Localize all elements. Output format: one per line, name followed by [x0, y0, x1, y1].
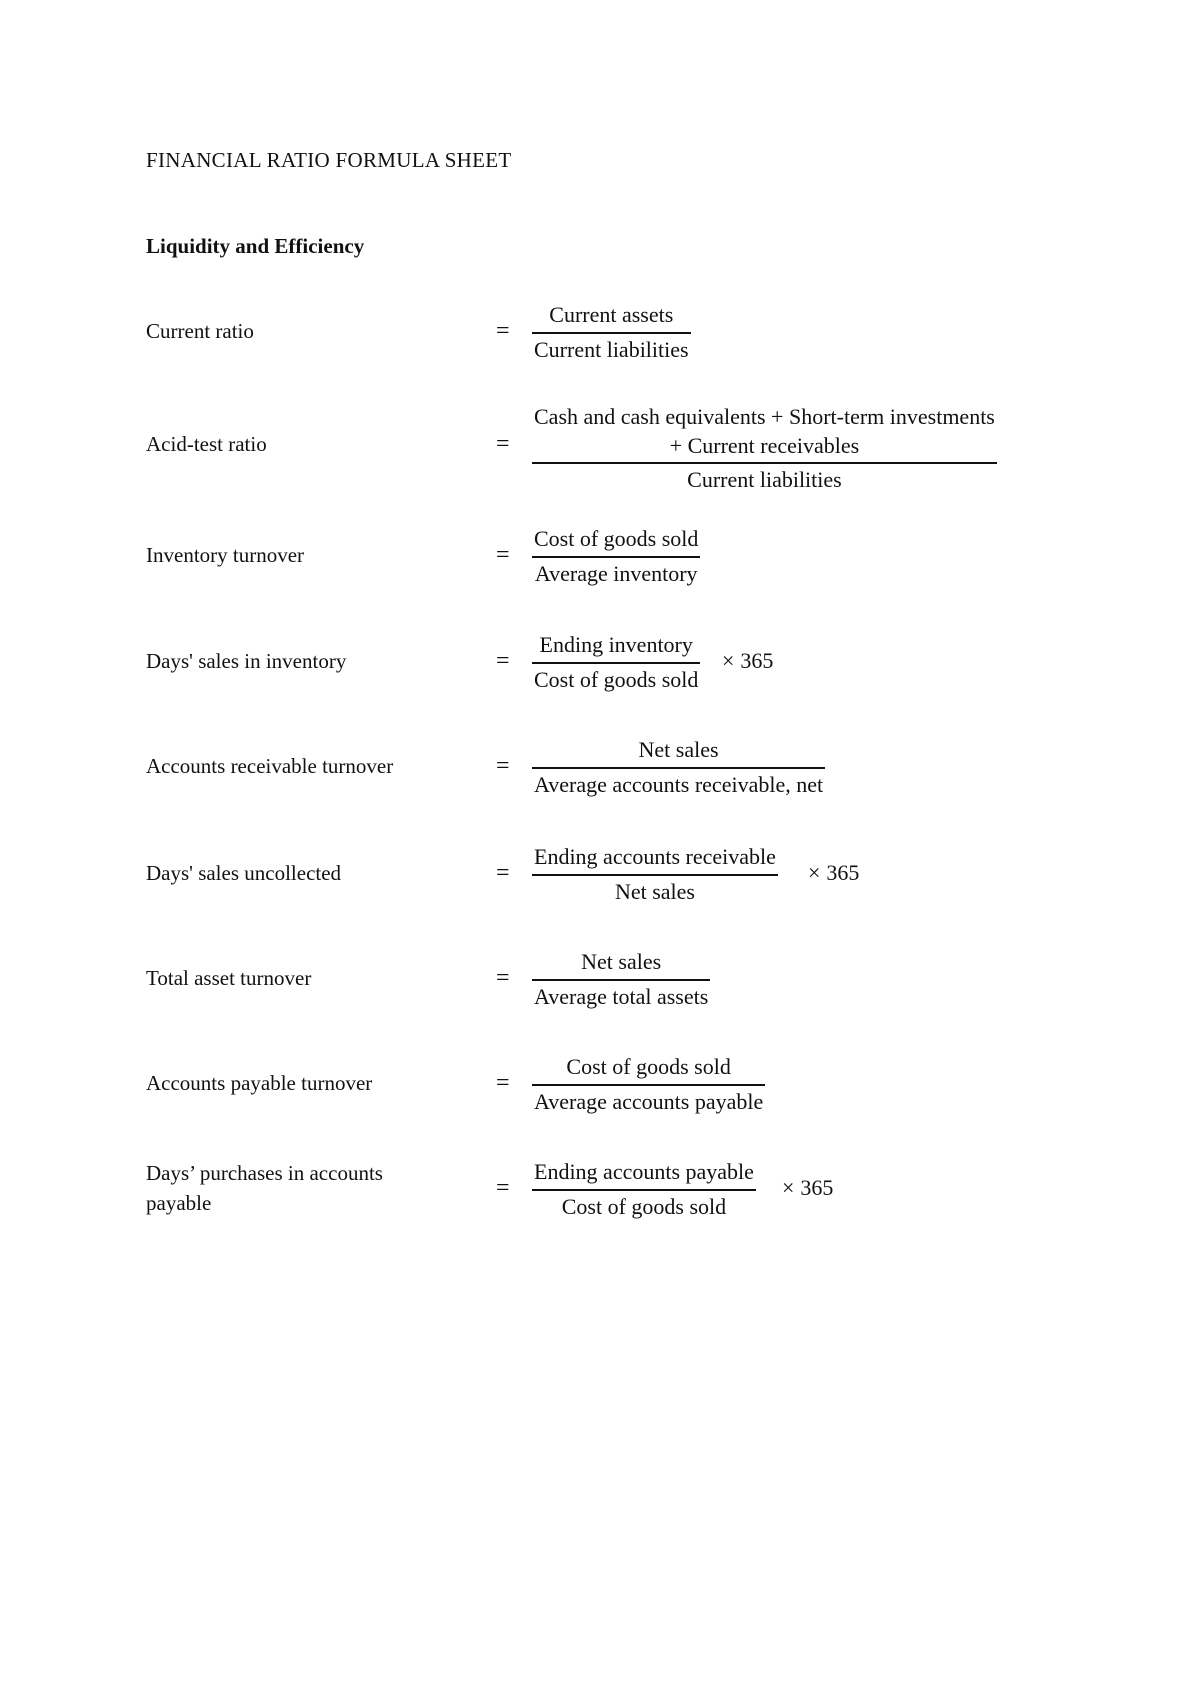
fraction-denominator: Average accounts payable [534, 1089, 764, 1114]
days-in-year: 365 [800, 1175, 834, 1200]
fraction-numerator: Net sales [638, 737, 719, 762]
fraction-numerator-continued: + Current receivables [669, 433, 860, 458]
ratio-fraction [532, 1052, 765, 1117]
ratio-fraction [532, 630, 700, 695]
fraction-numerator: Cash and cash equivalents + Short-term investments [534, 404, 995, 429]
equals-sign: = [496, 753, 510, 779]
fraction-bar [532, 767, 825, 769]
days-in-year: 365 [740, 648, 774, 673]
equals-sign: = [496, 648, 510, 674]
ratio-label: Total asset turnover [146, 966, 312, 990]
equals-sign: = [496, 542, 510, 568]
times-sign: × [722, 648, 735, 673]
fraction-bar [532, 874, 778, 876]
fraction-bar [532, 462, 997, 464]
ratio-label: Acid-test ratio [146, 432, 267, 456]
fraction-denominator: Net sales [614, 879, 695, 904]
equals-sign: = [496, 860, 510, 886]
ratio-fraction [532, 1157, 756, 1222]
ratio-label: Inventory turnover [146, 543, 305, 567]
fraction-denominator: Average accounts receivable, net [534, 772, 824, 797]
fraction-bar [532, 556, 700, 558]
fraction-bar [532, 1189, 756, 1191]
fraction-denominator: Average inventory [534, 561, 698, 586]
fraction-denominator: Cost of goods sold [534, 667, 699, 692]
ratio-label: Days' sales uncollected [146, 861, 342, 885]
fraction-bar [532, 1084, 765, 1086]
ratio-label: Days’ purchases in accounts payable [146, 1161, 383, 1215]
fraction-denominator: Current liabilities [534, 337, 689, 362]
fraction-denominator: Cost of goods sold [561, 1194, 727, 1219]
fraction-numerator: Cost of goods sold [566, 1054, 731, 1079]
document-title: FINANCIAL RATIO FORMULA SHEET [146, 148, 512, 172]
ratio-fraction [532, 735, 825, 800]
equals-sign: = [496, 1070, 510, 1096]
ratio-fraction [532, 524, 700, 589]
fraction-bar [532, 332, 691, 334]
equals-sign: = [496, 318, 510, 344]
ratio-fraction [532, 842, 778, 907]
equals-sign: = [496, 965, 510, 991]
days-in-year: 365 [826, 860, 860, 885]
equals-sign: = [496, 1175, 510, 1201]
ratio-fraction [532, 947, 710, 1012]
fraction-numerator: Net sales [581, 949, 662, 974]
ratio-label: Days' sales in inventory [146, 649, 347, 673]
ratio-label: Accounts payable turnover [146, 1071, 373, 1095]
fraction-bar [532, 662, 700, 664]
fraction-numerator: Ending accounts payable [534, 1159, 754, 1184]
ratio-label: Accounts receivable turnover [146, 754, 394, 778]
fraction-numerator: Cost of goods sold [534, 526, 699, 551]
times-sign: × [782, 1175, 795, 1200]
fraction-denominator: Current liabilities [687, 467, 842, 492]
section-heading: Liquidity and Efficiency [146, 234, 365, 258]
ratio-fraction [532, 300, 691, 365]
fraction-numerator: Ending accounts receivable [534, 844, 776, 869]
ratio-fraction [532, 402, 997, 495]
multiplier [722, 646, 773, 676]
fraction-denominator: Average total assets [534, 984, 709, 1009]
fraction-bar [532, 979, 710, 981]
fraction-numerator: Current assets [549, 302, 674, 327]
multiplier [808, 858, 859, 888]
equals-sign: = [496, 431, 510, 457]
multiplier [782, 1173, 833, 1203]
times-sign: × [808, 860, 821, 885]
fraction-numerator: Ending inventory [539, 632, 693, 657]
ratio-label: Current ratio [146, 319, 254, 343]
